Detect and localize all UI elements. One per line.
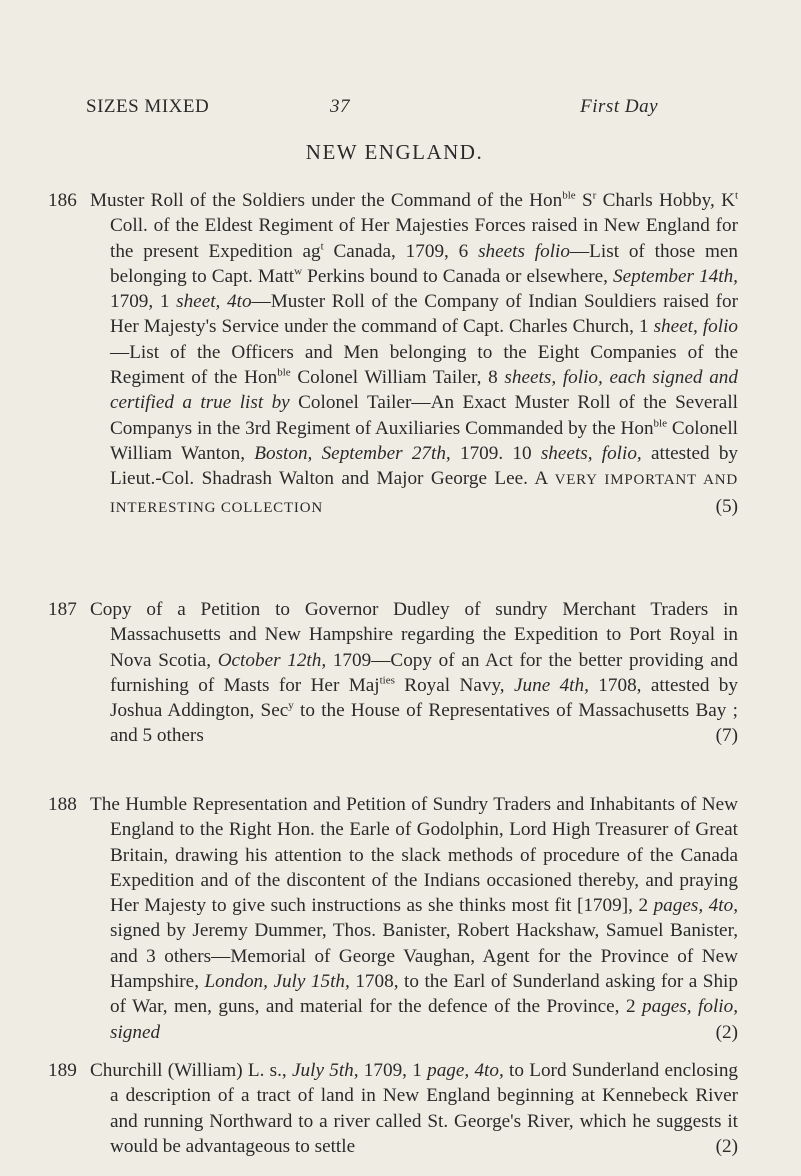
lot-text-run: r — [592, 189, 597, 202]
running-head-right: First Day — [580, 96, 658, 117]
lot-text-run: —List of the Officers and Men belonging to the Eight Companies of the Regiment of the Hon — [110, 341, 738, 389]
lot-text-run: y — [288, 699, 294, 712]
lot-text-run: t — [320, 240, 324, 253]
lot-text-run: t — [734, 189, 738, 202]
lot-text-run: w — [294, 265, 303, 278]
lot-text-run: pages, 4to, — [653, 895, 738, 917]
lot-text-run: signed by Jeremy Dummer, Thos. Banister, Robert Hackshaw, Samuel Banister, and 3 others—Memorial of George Vaughan, Agent for the Province of New Hampshire, — [110, 920, 738, 993]
lot-text-run: June 4th, — [513, 674, 589, 696]
lot-description — [90, 792, 738, 1045]
lot-number: 187 — [48, 599, 77, 620]
lot-text-run: Muster Roll of the Soldiers under the Command of the Hon — [90, 190, 563, 211]
lot-description — [90, 188, 738, 521]
lot-text-run: sheet, 4to — [176, 291, 252, 313]
lot-text-run: 1709—Copy of an Act for the better providing and furnishing of Masts for Her Maj — [110, 649, 738, 696]
lot-number: 188 — [48, 794, 77, 815]
lot-text-run: Colonel William Tailer, 8 — [290, 367, 505, 389]
lot-text-run: Colonell William Wanton, — [110, 417, 738, 464]
section-title: NEW ENGLAND. — [305, 140, 484, 164]
lot-price-code: (7) — [715, 725, 738, 747]
lot-text-run: pages, folio, signed — [110, 996, 738, 1043]
lot-text-run: 1709, 1 — [358, 1060, 428, 1081]
lot-text-run: ble — [653, 417, 667, 430]
lot-text-run: London, July 15th, — [204, 971, 350, 993]
running-head-left: SIZES MIXED — [86, 96, 210, 117]
running-head — [86, 96, 658, 120]
lot-text-run: ties — [379, 674, 395, 687]
lot-text-run: Colonel Tailer—An Exact Muster Roll of the Severall Companys in the 3rd Regiment of Auxiliaries Commanded by the Hon — [110, 392, 738, 439]
lot-text-run: July 5th, — [292, 1060, 359, 1081]
lot-text-run: sheets, folio, — [540, 442, 642, 464]
lot-entry-186 — [48, 188, 738, 521]
lot-number: 189 — [48, 1060, 77, 1081]
lot-entry-187 — [48, 597, 738, 749]
lot-text-run: 1708, to the Earl of Sunderland asking for a Ship of War, men, guns, and material for the defence of the Province, 2 — [110, 971, 738, 1018]
lot-text-run: sheets folio — [478, 240, 570, 262]
lot-text-run: Canada, 1709, 6 — [323, 240, 479, 262]
lot-text-run: Boston, September 27th, — [254, 442, 451, 464]
lot-text-run: Royal Navy, — [394, 674, 514, 696]
lot-text-run: —Muster Roll of the Company of Indian Souldiers raised for Her Majesty's Service under the command of Capt. Charles Church, 1 — [110, 291, 738, 338]
lot-number: 186 — [48, 190, 77, 211]
lot-entry-188 — [48, 792, 738, 1045]
lot-text-run: 1709, 1 — [110, 291, 177, 313]
lot-text-run: Copy of a Petition to Governor Dudley of sundry Merchant Traders in Massachusetts and New Hampshire regarding the Expedition to Port Royal in Nova Scotia, — [90, 599, 738, 671]
lot-text-run: sheet, folio — [653, 316, 739, 338]
lot-text-run: ble — [562, 189, 576, 202]
lot-text-run: ble — [277, 366, 291, 379]
lot-text-run: 1708, attested by Joshua Addington, Sec — [110, 674, 738, 722]
lot-text-run: page, 4to, — [427, 1060, 504, 1081]
lot-text-run: S — [575, 190, 593, 211]
lot-description — [90, 597, 738, 749]
page-number: 37 — [330, 96, 350, 117]
lot-text-run: sheets, folio, each signed and certified a true list by — [110, 367, 738, 414]
lot-price-code: (2) — [715, 1135, 738, 1157]
lot-text-run: VERY IMPORTANT AND INTERESTING COLLECTION — [110, 472, 738, 516]
lot-text-run: to the House of Representatives of Massachusetts Bay ; and 5 others — [110, 700, 738, 747]
lot-text-run: attested by Lieut.-Col. Shadrash Walton and Major George Lee. A — [110, 442, 739, 490]
lot-text-run: Charls Hobby, K — [596, 190, 735, 211]
lot-description — [90, 1058, 738, 1159]
lot-entry-189 — [48, 1058, 738, 1159]
lot-text-run: Coll. of the Eldest Regiment of Her Majesties Forces raised in New England for the present Expedition ag — [110, 215, 738, 262]
lot-text-run: Perkins bound to Canada or elsewhere, — [302, 265, 614, 287]
lot-text-run: to Lord Sunderland enclosing a description of a tract of land in New England beginning at Kennebeck River and running Northward to a river called St. George's River, which he suggests it would be advantageous to settle — [110, 1060, 739, 1157]
lot-text-run: October 12th, — [217, 649, 327, 671]
lot-text-run: Churchill (William) L. s., — [90, 1060, 292, 1081]
lot-text-run: —List of those men belonging to Capt. Matt — [110, 240, 738, 287]
lot-price-code: (5) — [715, 495, 738, 517]
lot-text-run: The Humble Representation and Petition of Sundry Traders and Inhabitants of New England to the Right Hon. the Earle of Godolphin, Lord High Treasurer of Great Britain, drawing his attention to the slack methods of procedure of the Canada Expedition and of the discontent of the Indians occasioned thereby, and praying Her Majesty to give such instructions as she thinks most fit [1709], 2 — [90, 794, 738, 917]
lot-text-run: September 14th, — [613, 265, 738, 287]
lot-price-code: (2) — [715, 1021, 738, 1043]
lot-text-run: 1709. 10 — [450, 442, 541, 464]
